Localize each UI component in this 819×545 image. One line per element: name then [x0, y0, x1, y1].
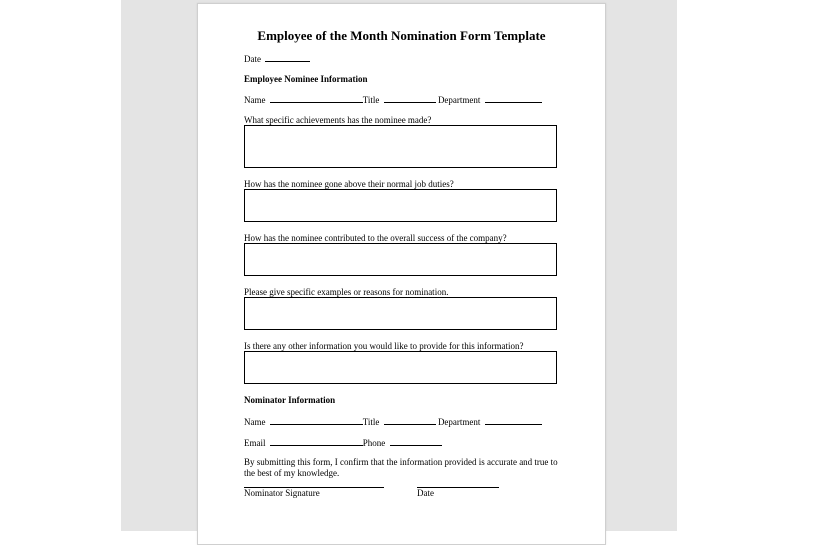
nominator-department-label: Department: [437, 417, 481, 427]
question-2-answer-box[interactable]: [244, 189, 557, 222]
email-label: Email: [244, 438, 266, 448]
nominee-name-field[interactable]: [270, 94, 363, 103]
question-1-answer-box[interactable]: [244, 125, 557, 168]
signature-label: Nominator Signature: [244, 488, 320, 498]
question-1-label: What specific achievements has the nominee made?: [244, 115, 432, 125]
nominator-department-field[interactable]: [485, 416, 542, 425]
form-title: Employee of the Month Nomination Form Template: [257, 28, 546, 43]
email-field[interactable]: [270, 437, 363, 446]
date-row: [244, 53, 310, 65]
phone-field[interactable]: [390, 437, 442, 446]
nominator-name-label: Name: [244, 417, 266, 427]
nominator-contact-row: [244, 437, 442, 449]
nominator-details-row: [244, 416, 542, 428]
date-label: Date: [244, 54, 261, 64]
question-5-label: Is there any other information you would like to provide for this information?: [244, 341, 524, 351]
question-4-answer-box[interactable]: [244, 297, 557, 330]
nominator-section-heading: Nominator Information: [244, 395, 336, 405]
nominee-title-label: Title: [362, 95, 380, 105]
nominee-department-field[interactable]: [485, 94, 542, 103]
nominator-title-label: Title: [362, 417, 380, 427]
question-3-answer-box[interactable]: [244, 243, 557, 276]
question-5-answer-box[interactable]: [244, 351, 557, 384]
nominee-title-field[interactable]: [384, 94, 436, 103]
nominator-title-field[interactable]: [384, 416, 436, 425]
nominator-name-field[interactable]: [270, 416, 363, 425]
confirmation-statement: By submitting this form, I confirm that the information provided is accurate and true to the best of my knowledge.: [244, 457, 558, 478]
document-page: [197, 3, 606, 545]
nominee-department-label: Department: [437, 95, 481, 105]
question-2-label: How has the nominee gone above their normal job duties?: [244, 179, 454, 189]
phone-label: Phone: [362, 438, 386, 448]
question-3-label: How has the nominee contributed to the overall success of the company?: [244, 233, 507, 243]
nominee-section-heading: Employee Nominee Information: [244, 74, 368, 84]
date-field[interactable]: [265, 53, 310, 62]
signature-date-label: Date: [417, 488, 434, 498]
nominee-name-label: Name: [244, 95, 266, 105]
question-4-label: Please give specific examples or reasons for nomination.: [244, 287, 449, 297]
nominee-details-row: [244, 94, 542, 106]
